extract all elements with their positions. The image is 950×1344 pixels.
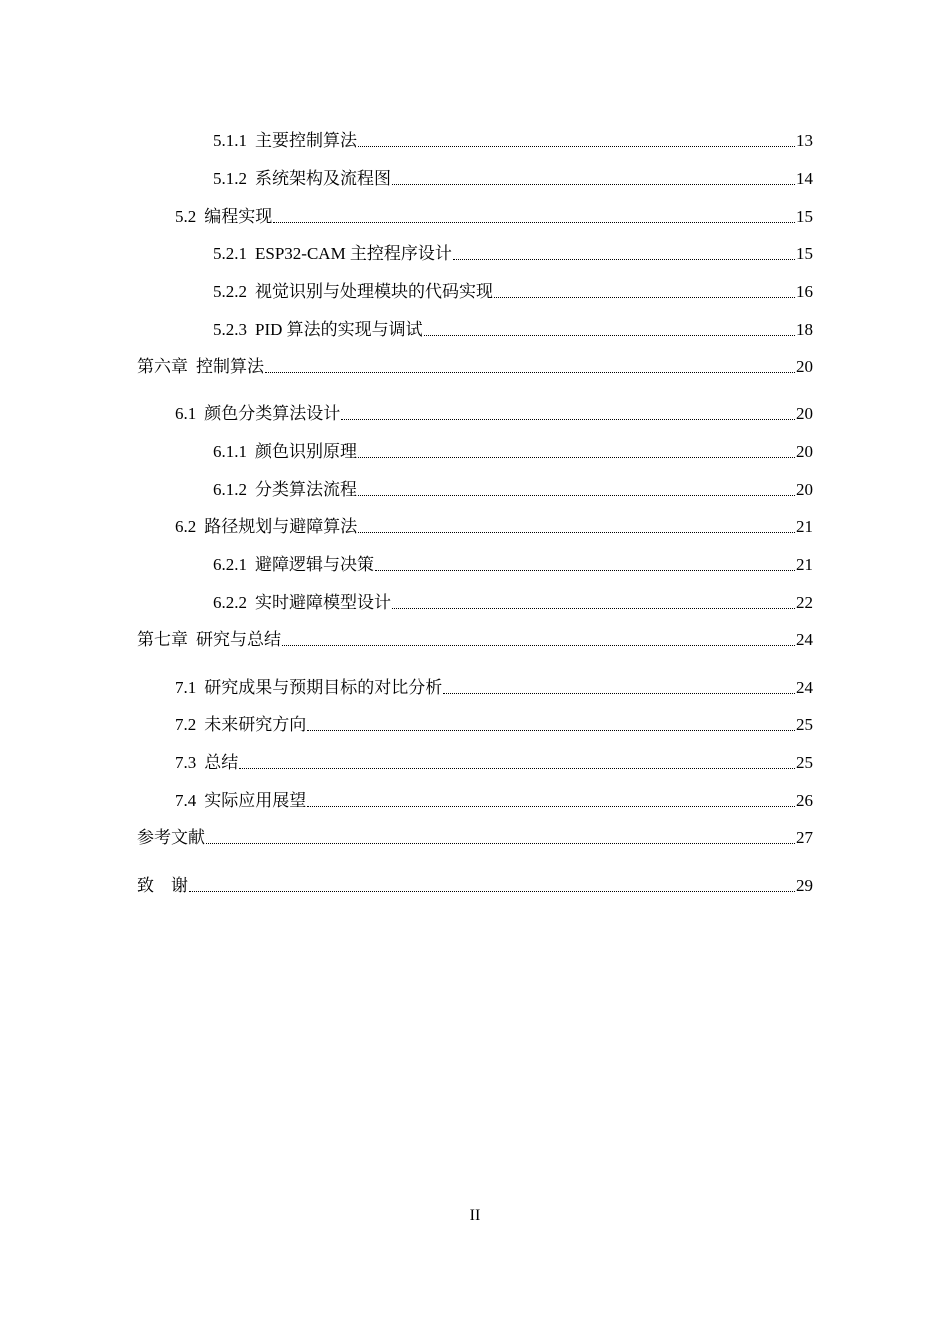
toc-entry-page: 25 [796, 715, 813, 734]
dot-leader [239, 768, 795, 769]
toc-entry-number: 6.1 [175, 404, 197, 423]
toc-entry[interactable] [213, 279, 813, 303]
toc-entry-page: 18 [796, 320, 813, 339]
toc-entry-title: 编程实现 [204, 207, 273, 226]
toc-chapter-entry[interactable] [137, 627, 813, 651]
toc-entry-number: 7.3 [175, 753, 197, 772]
toc-entry-page: 15 [796, 244, 813, 263]
toc-entry-page: 21 [796, 517, 813, 536]
toc-entry-page: 20 [796, 442, 813, 461]
toc-entry-number: 5.2 [175, 207, 197, 226]
toc-entry-number: 5.1.2 [213, 169, 247, 188]
dot-leader [392, 184, 795, 185]
toc-entry-page: 21 [796, 555, 813, 574]
toc-entry-title: PID 算法的实现与调试 [255, 320, 423, 339]
toc-entry[interactable] [175, 675, 813, 699]
toc-entry-page: 13 [796, 131, 813, 150]
toc-entry[interactable] [175, 514, 813, 538]
page-number-footer: II [469, 1207, 481, 1224]
toc-entry-page: 20 [796, 357, 813, 376]
dot-leader [392, 608, 795, 609]
toc-entry-title: 控制算法 [196, 357, 264, 376]
toc-entry-number: 5.2.2 [213, 282, 247, 301]
toc-chapter-entry[interactable] [137, 873, 813, 897]
toc-entry[interactable] [213, 166, 813, 190]
toc-entry-number: 第六章 [137, 357, 188, 376]
toc-entry[interactable] [213, 128, 813, 152]
toc-entry[interactable] [213, 241, 813, 265]
toc-entry-number: 6.1.2 [213, 480, 247, 499]
dot-leader [358, 495, 795, 496]
toc-entry-page: 20 [796, 404, 813, 423]
toc-entry-title: 致 谢 [137, 876, 188, 895]
toc-chapter-entry[interactable] [137, 825, 813, 849]
toc-entry-number: 6.1.1 [213, 442, 247, 461]
toc-entry-page: 20 [796, 480, 813, 499]
toc-chapter-entry[interactable] [137, 354, 813, 378]
toc-entry-number: 6.2 [175, 517, 197, 536]
dot-leader [453, 259, 795, 260]
dot-leader [443, 693, 795, 694]
dot-leader [189, 891, 795, 892]
toc-entry-number: 5.1.1 [213, 131, 247, 150]
dot-leader [358, 532, 795, 533]
toc-entry[interactable] [213, 590, 813, 614]
dot-leader [494, 297, 795, 298]
toc-entry-page: 25 [796, 753, 813, 772]
dot-leader [307, 806, 795, 807]
dot-leader [206, 843, 795, 844]
toc-entry-number: 6.2.2 [213, 593, 247, 612]
toc-entry-number: 7.4 [175, 791, 197, 810]
toc-entry-page: 24 [796, 678, 813, 697]
toc-entry-title: 研究与总结 [196, 630, 281, 649]
toc-entry-title: ESP32-CAM 主控程序设计 [255, 244, 452, 263]
dot-leader [341, 419, 795, 420]
dot-leader [375, 570, 795, 571]
toc-entry-title: 颜色分类算法设计 [204, 404, 341, 423]
dot-leader [424, 335, 795, 336]
toc-entry-title: 颜色识别原理 [255, 442, 357, 461]
toc-entry[interactable] [175, 204, 813, 228]
toc-entry-title: 实际应用展望 [204, 791, 307, 810]
dot-leader [307, 730, 795, 731]
toc-entry-title: 避障逻辑与决策 [255, 555, 374, 574]
toc-entry[interactable] [175, 401, 813, 425]
toc-entry-title: 参考文献 [137, 828, 205, 847]
toc-entry-number: 5.2.1 [213, 244, 247, 263]
toc-entry-title: 总结 [204, 753, 239, 772]
toc-entry-title: 视觉识别与处理模块的代码实现 [255, 282, 493, 301]
toc-entry-title: 路径规划与避障算法 [204, 517, 358, 536]
dot-leader [265, 372, 795, 373]
toc-entry[interactable] [175, 788, 813, 812]
dot-leader [358, 457, 795, 458]
toc-entry-number: 7.2 [175, 715, 197, 734]
toc-entry[interactable] [175, 750, 813, 774]
toc-entry-page: 24 [796, 630, 813, 649]
toc-entry-page: 15 [796, 207, 813, 226]
toc-entry[interactable] [213, 477, 813, 501]
toc-entry-page: 27 [796, 828, 813, 847]
toc-entry-title: 系统架构及流程图 [255, 169, 391, 188]
toc-entry-title: 分类算法流程 [255, 480, 357, 499]
toc-entry[interactable] [213, 439, 813, 463]
dot-leader [282, 645, 795, 646]
toc-entry-page: 29 [796, 876, 813, 895]
toc-entry-page: 16 [796, 282, 813, 301]
toc-entry[interactable] [175, 712, 813, 736]
toc-entry-title: 主要控制算法 [255, 131, 357, 150]
toc-entry-number: 第七章 [137, 630, 188, 649]
toc-entry-number: 6.2.1 [213, 555, 247, 574]
toc-entry[interactable] [213, 317, 813, 341]
toc-entry-page: 26 [796, 791, 813, 810]
toc-entry[interactable] [213, 552, 813, 576]
toc-entry-page: 22 [796, 593, 813, 612]
dot-leader [273, 222, 795, 223]
toc-entry-title: 研究成果与预期目标的对比分析 [204, 678, 443, 697]
toc-entry-title: 未来研究方向 [204, 715, 307, 734]
toc-entry-number: 5.2.3 [213, 320, 247, 339]
toc-entry-title: 实时避障模型设计 [255, 593, 391, 612]
toc-entry-page: 14 [796, 169, 813, 188]
dot-leader [358, 146, 795, 147]
toc-entry-number: 7.1 [175, 678, 197, 697]
